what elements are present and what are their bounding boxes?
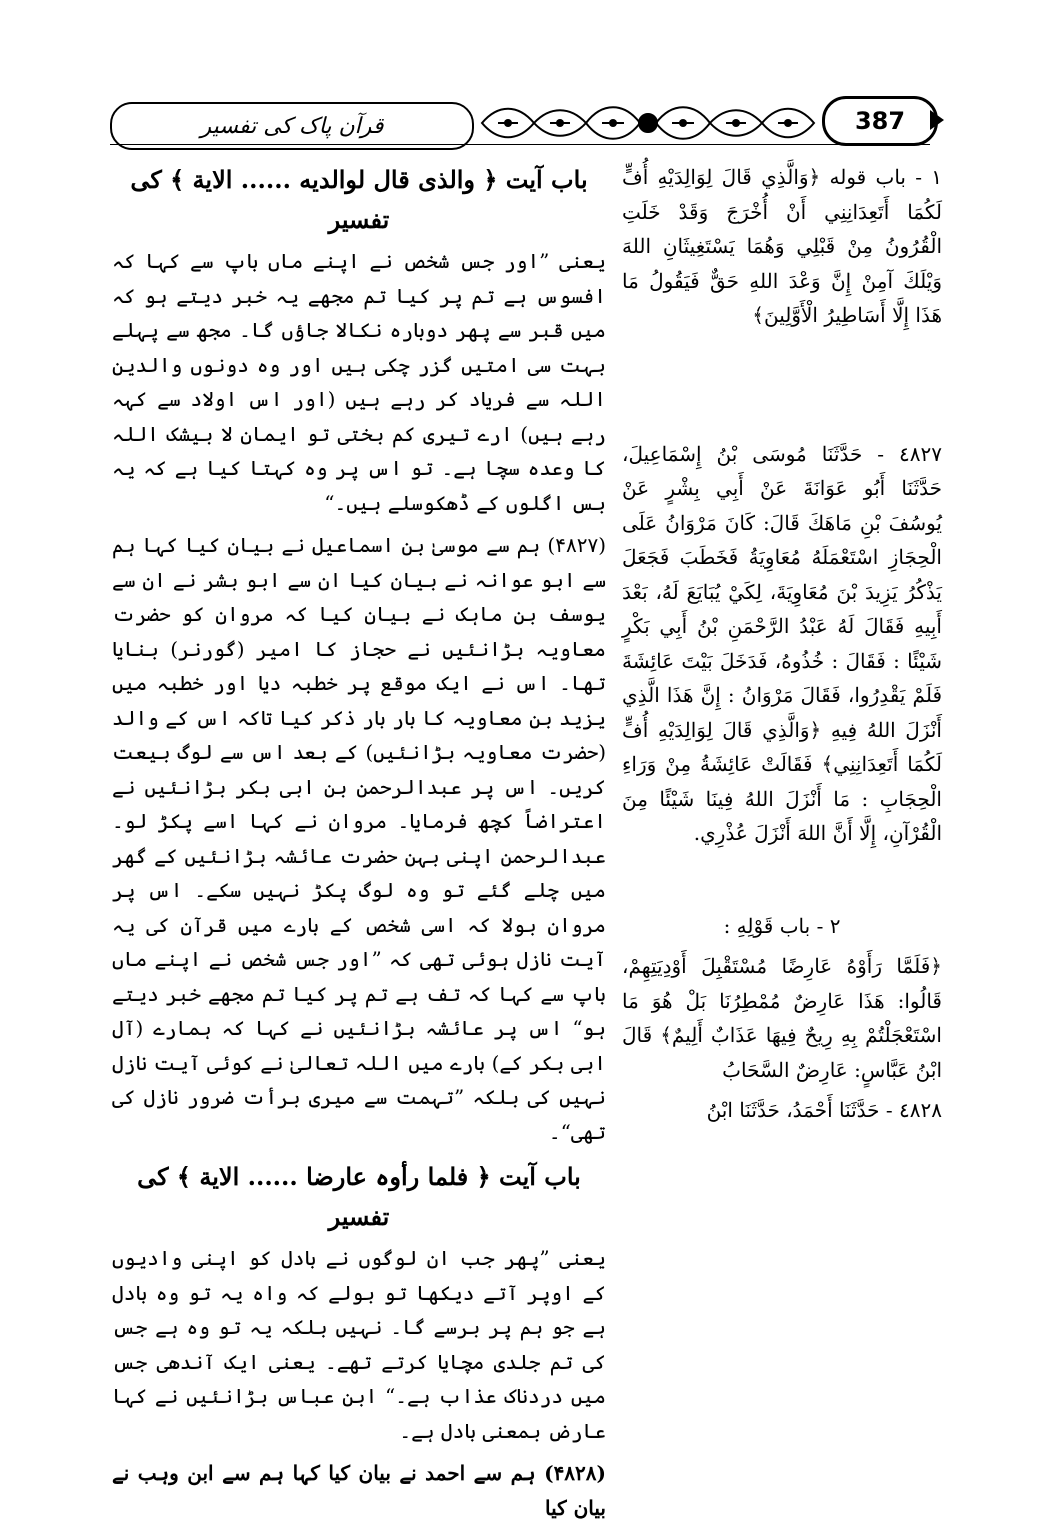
urdu-heading-1: باب آیت ﴿ والذی قال لوالدیه ...... الایة ﴾ کی تفسیر xyxy=(130,165,588,234)
arabic-heading-2: ٢ - باب قَوْلِهِ : xyxy=(723,913,841,938)
urdu-paragraph-1: یعنی ”اور جس شخص نے اپنے ماں باپ سے کہا کہ افسوس ہے تم پر کیا تم مجھے یہ خبر دیتے ہو کہ میں قبر سے پھر دوبارہ نکالا جاؤں گا۔ مجھ سے پہلے بہت سی امتیں گزر چکی ہیں اور وہ دونوں والدین اللہ سے فریاد کر رہے ہیں (اور اس اولاد سے کہہ رہے ہیں) ارے تیری کم بختی تو ایمان لا بیشک اللہ کا وعدہ سچا ہے۔ تو اس پر وہ کہتا کیا ہے کہ یہ بس اگلوں کے ڈھکوسلے ہیں۔“ xyxy=(112,249,606,515)
arabic-block-1: ١ - باب قوله ﴿وَالَّذِي قَالَ لِوَالِدَيْهِ أُفٍّ لَكُمَا أَتَعِدَانِنِي أَنْ أُخْرَجَ وَقَدْ خَلَتِ الْقُرُونُ مِنْ قَبْلِي وَهُمَا يَسْتَغِيثَانِ اللهَ وَيْلَكَ آمِنْ إِنَّ وَعْدَ اللهِ حَقٌّ فَيَقُولُ مَا هَذَا إِلَّا أَسَاطِيرُ الْأَوَّلِينَ﴾ xyxy=(622,165,942,327)
page-number-frame xyxy=(822,96,938,146)
arabic-block-4: ٤٨٢٨ - حَدَّثَنَا أَحْمَدُ، حَدَّثَنَا ابْنُ xyxy=(706,1098,942,1122)
urdu-paragraph-3: یعنی ”پھر جب ان لوگوں نے بادل کو اپنی وادیوں کے اوپر آتے دیکھا تو بولے کہ واہ یہ تو وہ بادل ہے جو ہم پر برسے گا۔ نہیں بلکہ یہ تو وہ ہے جس کی تم جلدی مچایا کرتے تھے۔ یعنی ایک آندھی جس میں دردناک عذاب ہے۔“ ابن عباس بڑانئیں نے کہا عارض بمعنی بادل ہے۔ xyxy=(112,1246,606,1443)
urdu-column xyxy=(112,160,606,1533)
running-title-frame xyxy=(110,102,474,150)
header-rule xyxy=(110,144,930,145)
running-title: قرآن پاک کی تفسیر xyxy=(200,113,384,139)
arabic-column xyxy=(622,160,942,1128)
page-number: 387 xyxy=(854,107,906,135)
urdu-heading-2: باب آیت ﴿ فلما رأوہ عارضا ...... الایة ﴾ کی تفسیر xyxy=(137,1162,581,1231)
urdu-paragraph-4: (۴۸۲۸) ہم سے احمد نے بیان کیا کہا ہم سے ابن وہب نے بیان کیا xyxy=(112,1461,606,1520)
ornament-icon xyxy=(478,100,818,146)
page-header xyxy=(110,92,950,154)
arrow-tip-icon xyxy=(930,110,944,130)
urdu-paragraph-2: (۴۸۲۷) ہم سے موسیٰ بن اسماعیل نے بیان کیا کہا ہم سے ابو عوانہ نے بیان کیا ان سے ابو بشر نے ان سے یوسف بن ماہک نے بیان کیا کہ مروان کو حضرت معاویہ بڑانئیں نے حجاز کا امیر (گورنر) بنایا تھا۔ اس نے ایک موقع پر خطبہ دیا اور خطبہ میں یزید بن معاویہ کا بار بار ذکر کیا تاکہ اس کے والد (حضرت معاویہ بڑانئیں) کے بعد اس سے لوگ بیعت کریں۔ اس پر عبدالرحمن بن ابی بکر بڑانئیں نے اعتراضاً کچھ فرمایا۔ مروان نے کہا اسے پکڑ لو۔ عبدالرحمن اپنی بہن حضرت عائشہ بڑانئیں کے گھر میں چلے گئے تو وہ لوگ پکڑ نہیں سکے۔ اس پر مروان بولا کہ اسی شخص کے بارے میں قرآن کی یہ آیت نازل ہوئی تھی کہ ”اور جس شخص نے اپنے ماں باپ سے کہا کہ تف ہے تم پر کیا تم مجھے خبر دیتے ہو“ اس پر عائشہ بڑانئیں نے کہا کہ ہمارے (آل ابی بکر کے) بارے میں اللہ تعالیٰ نے کوئی آیت نازل نہیں کی بلکہ ”تہمت سے میری برأت ضرور نازل کی تھی“۔ xyxy=(112,533,606,1144)
arabic-block-2: ٤٨٢٧ - حَدَّثَنَا مُوسَى بْنُ إِسْمَاعِيلَ، حَدَّثَنَا أَبُو عَوَانَةَ عَنْ أَبِي بِشْرٍ عَنْ يُوسُفَ بْنِ مَاهَكَ قَالَ: كَانَ مَرْوَانُ عَلَى الْحِجَازِ اسْتَعْمَلَهُ مُعَاوِيَةُ فَخَطَبَ فَجَعَلَ يَذْكُرُ يَزِيدَ بْنَ مُعَاوِيَةَ، لِكَيْ يُبَايَعَ لَهُ، بَعْدَ أَبِيهِ فَقَالَ لَهُ عَبْدُ الرَّحْمَنِ بْنُ أَبِي بَكْرٍ شَيْئًا : فَقَالَ : خُذُوهُ، فَدَخَلَ بَيْتَ عَائِشَةَ فَلَمْ يَقْدِرُوا، فَقَالَ مَرْوَانُ : إِنَّ هَذَا الَّذِي أَنْزَلَ اللهُ فِيهِ ﴿وَالَّذِي قَالَ لِوَالِدَيْهِ أُفٍّ لَكُمَا أَتَعِدَانِنِي﴾ فَقَالَتْ عَائِشَةُ مِنْ وَرَاءِ الْحِجَابِ : مَا أَنْزَلَ اللهُ فِينَا شَيْئًا مِنَ الْقُرْآنِ، إِلَّا أَنَّ اللهَ أَنْزَلَ عُذْرِي. xyxy=(622,441,942,845)
arabic-block-3: ﴿فَلَمَّا رَأَوْهُ عَارِضًا مُسْتَقْبِلَ أَوْدِيَتِهِمْ، قَالُوا: هَذَا عَارِضٌ مُمْطِرُنَا بَلْ هُوَ مَا اسْتَعْجَلْتُمْ بِهِ رِيحٌ فِيهَا عَذَابٌ أَلِيمٌ﴾ قَالَ ابْنُ عَبَّاسٍ: عَارِضٌ السَّحَابُ xyxy=(622,954,942,1082)
